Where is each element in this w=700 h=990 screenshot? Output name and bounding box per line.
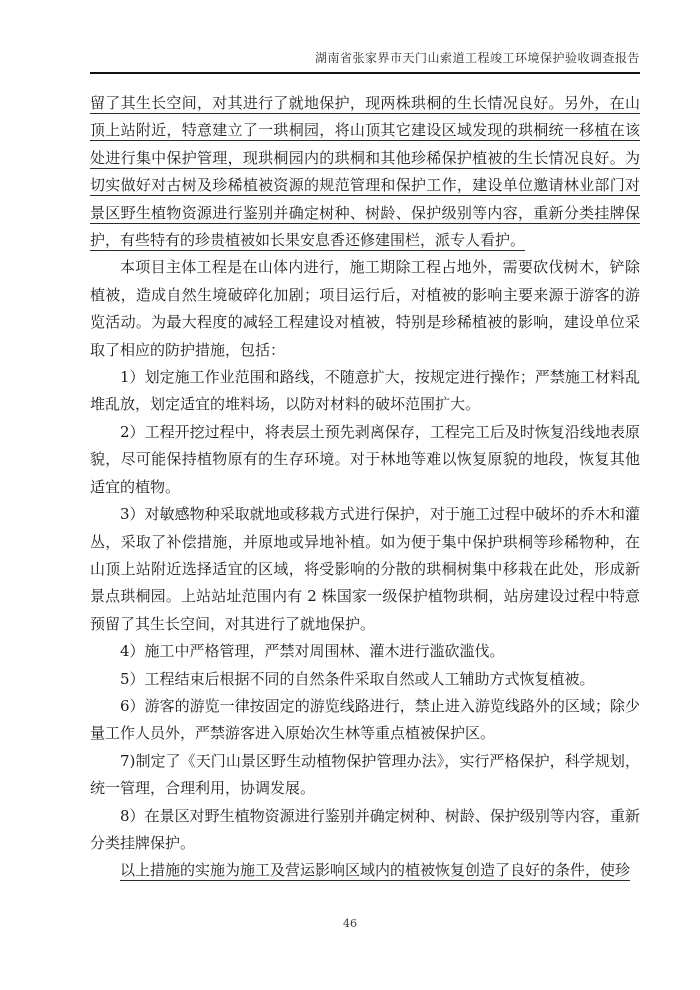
paragraph: 2）工程开挖过程中，将表层土预先剥离保存，工程完工后及时恢复沿线地表原貌，尽可能保持植物原有的生存环境。对于林地等难以恢复原貌的地段，恢复其他适宜的植物。 — [90, 422, 640, 496]
document-body — [90, 90, 640, 885]
paragraph: 7)制定了《天门山景区野生动植物保护管理办法》，实行严格保护，科学规划，统一管理，合理利用，协调发展。 — [90, 751, 640, 798]
paragraph: 5）工程结束后根据不同的自然条件采取自然或人工辅助方式恢复植被。 — [120, 669, 595, 688]
header-title: 湖南省张家界市天门山索道工程竣工环境保护验收调查报告 — [314, 51, 640, 65]
paragraph: 8）在景区对野生植物资源进行鉴别并确定树种、树龄、保护级别等内容，重新分类挂牌保护。 — [90, 806, 640, 852]
paragraph: 本项目主体工程是在山体内进行，施工期除工程占地外，需要砍伐树木，铲除植被，造成自然生境破碎化加剧；项目运行后，对植被的影响主要来源于游客的游览活动。为最大程度的减轻工程建设对植被，特别是珍稀植被的影响，建设单位采取了相应的防护措施，包括： — [90, 258, 640, 359]
paragraph: 4）施工中严格管理，严禁对周围林、灌木进行滥砍滥伐。 — [120, 642, 505, 661]
paragraph: 留了其生长空间，对其进行了就地保护，现两株珙桐的生长情况良好。另外，在山顶上站附近，特意建立了一珙桐园，将山顶其它建设区域发现的珙桐统一移植在该处进行集中保护管理，现珙桐园内的珙桐和其他珍稀保护植被的生长情况良好。为切实做好对古树及珍稀植被资源的规范管理和保护工作，建设单位邀请林业部门对景区野生植物资源进行鉴别并确定树种、树龄、保护级别等内容，重新分类挂牌保护，有些特有的珍贵植被如长果安息香还修建围栏，派专人看护。 — [90, 94, 640, 250]
page-header — [90, 50, 640, 74]
header-rule — [90, 72, 640, 74]
paragraph: 3）对敏感物种采取就地或移栽方式进行保护，对于施工过程中破坏的乔木和灌丛，采取了补偿措施，并原地或异地补植。如为便于集中保护珙桐等珍稀物种，在山顶上站附近选择适宜的区域，将受影响的分散的珙桐树集中移栽在此处，形成新景点珙桐园。上站站址范围内有 2 株国家一级保护植物珙桐，站房建设过程中特意预留了其生长空间，对其进行了就地保护。 — [90, 505, 640, 633]
page-footer — [0, 912, 700, 931]
page-number: 46 — [343, 917, 357, 930]
paragraph: 以上措施的实施为施工及营运影响区域内的植被恢复创造了良好的条件，使珍 — [120, 861, 631, 880]
paragraph: 1）划定施工作业范围和路线，不随意扩大，按规定进行操作；严禁施工材料乱堆乱放，划定适宜的堆料场，以防对材料的破坏范围扩大。 — [90, 368, 640, 414]
paragraph: 6）游客的游览一律按固定的游览线路进行，禁止进入游览线路外的区域；除少量工作人员外，严禁游客进入原始次生林等重点植被保护区。 — [90, 696, 640, 743]
